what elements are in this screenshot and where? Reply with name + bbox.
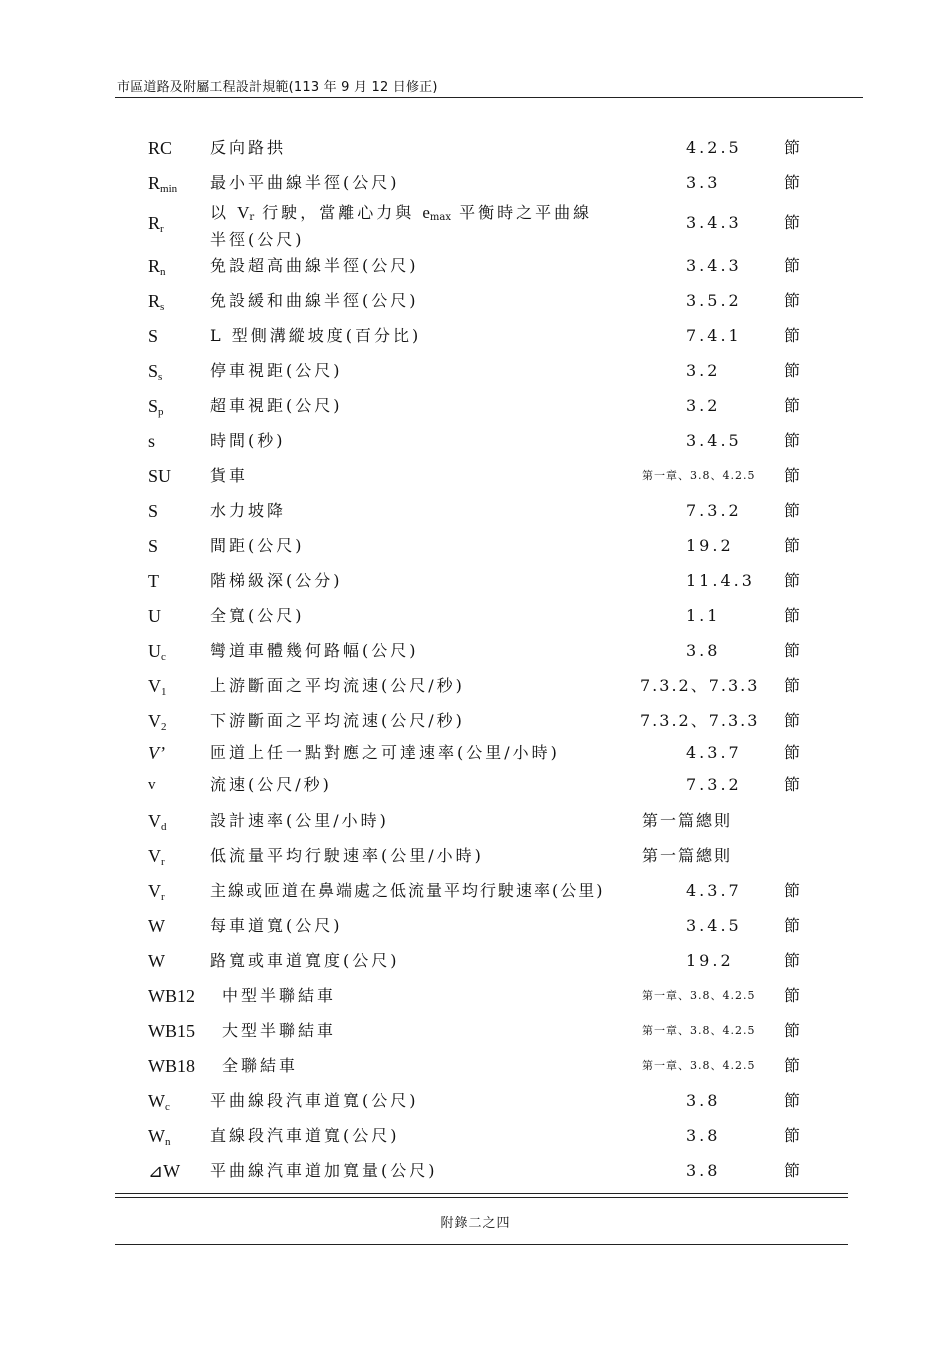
description: 免設緩和曲線半徑(公尺) [210,291,419,310]
symbol: s [148,431,156,451]
description: 時間(秒) [210,431,286,450]
section-ref: 1.1 [686,606,721,625]
description: 匝道上任一點對應之可達速率(公里/小時) [210,743,560,762]
section-unit: 節 [784,173,801,192]
description: 反向路拱 [210,138,287,157]
section-ref: 4.3.7 [686,881,742,900]
symbol: $W_c$ [148,1091,170,1113]
section-ref: 第一章、3.8、4.2.5 [642,1024,756,1037]
section-ref: 3.8 [686,641,721,660]
symbol: $R_{min}$ [148,173,178,195]
symbol-row [0,876,951,906]
section-unit: 節 [784,743,801,762]
description: 彎道車體幾何路幅(公尺) [210,641,419,660]
section-ref: 第一章、3.8、4.2.5 [642,1059,756,1072]
symbol-row [0,356,951,386]
symbol: $U_c$ [148,641,166,663]
symbol: $R_n$ [148,256,166,278]
description: 階梯級深(公分) [210,571,343,590]
symbol-row [0,251,951,281]
symbol-row [0,168,951,198]
section-unit: 節 [784,986,801,1005]
section-unit: 節 [784,571,801,590]
section-unit: 節 [784,775,801,794]
symbol-row [0,461,951,491]
section-ref: 4.2.5 [686,138,742,157]
symbol: $V_r$ [148,881,165,903]
symbol-row [0,426,951,456]
section-unit: 節 [784,916,801,935]
symbol-row [0,738,951,768]
symbol: $W_n$ [148,1126,171,1148]
symbol-row [0,770,951,800]
section-ref: 3.3 [686,173,721,192]
symbol-row [0,1156,951,1186]
section-unit: 節 [784,1161,801,1180]
symbol: $R_s$ [148,291,165,313]
description: 主線或匝道在鼻端處之低流量平均行駛速率(公里) [210,881,605,900]
page-label: 附錄二之四 [440,1216,511,1231]
description: 平曲線段汽車道寬(公尺) [210,1091,419,1110]
section-unit: 節 [784,256,801,275]
section-ref: 4.3.7 [686,743,742,762]
symbol-row [0,321,951,351]
section-ref: 19.2 [686,951,734,970]
symbol: SU [148,466,172,486]
section-unit: 節 [784,138,801,157]
section-unit: 節 [784,1091,801,1110]
symbol: v [148,777,156,793]
description: 全聯結車 [222,1056,299,1075]
section-unit: 節 [784,431,801,450]
header-rule [115,97,863,98]
symbol-row [0,203,951,249]
description: 水力坡降 [210,501,287,520]
description: 上游斷面之平均流速(公尺/秒) [210,676,465,695]
symbol-row [0,1051,951,1081]
section-ref: 第一章、3.8、4.2.5 [642,989,756,1002]
section-unit: 節 [784,606,801,625]
running-header: 市區道路及附屬工程設計規範(113 年 9 月 12 日修正) [117,80,438,95]
symbol: $R_r$ [148,213,164,235]
section-unit: 節 [784,1021,801,1040]
section-unit: 節 [784,641,801,660]
section-ref: 第一篇總則 [642,811,733,830]
symbol-row [0,946,951,976]
symbol: W [148,916,165,936]
symbol-row [0,706,951,736]
section-unit: 節 [784,881,801,900]
symbol-row [0,391,951,421]
section-ref: 3.8 [686,1091,721,1110]
symbol-row [0,911,951,941]
description: 中型半聯結車 [222,986,337,1005]
symbol-row [0,566,951,596]
section-ref: 7.4.1 [686,326,742,345]
symbol-row [0,806,951,836]
symbol-row [0,531,951,561]
description: 間距(公尺) [210,536,305,555]
symbol-row [0,1016,951,1046]
section-unit: 節 [784,361,801,380]
description: 流速(公尺/秒) [210,775,332,794]
section-ref: 3.5.2 [686,291,742,310]
section-unit: 節 [784,676,801,695]
symbol-row [0,133,951,163]
section-ref: 3.4.5 [686,431,742,450]
section-ref: 7.3.2 [686,501,742,520]
symbol: $V_d$ [148,811,167,833]
section-ref: 11.4.3 [686,571,755,590]
section-ref: 3.4.5 [686,916,742,935]
footer-rule-top-double [115,1197,848,1198]
symbol: S [148,501,159,521]
section-ref: 3.8 [686,1161,721,1180]
section-ref: 第一篇總則 [642,846,733,865]
symbol: WB15 [148,1021,195,1041]
description: 全寬(公尺) [210,606,305,625]
symbol: WB18 [148,1056,195,1076]
section-unit: 節 [784,466,801,485]
symbol: U [148,606,161,626]
description: 每車道寬(公尺) [210,916,343,935]
description: 下游斷面之平均流速(公尺/秒) [210,711,465,730]
section-unit: 節 [784,326,801,345]
section-ref: 3.8 [686,1126,721,1145]
symbol-row [0,1121,951,1151]
description: 平曲線汽車道加寬量(公尺) [210,1161,438,1180]
symbol: ⊿W [148,1161,181,1181]
symbol: T [148,571,159,591]
section-ref: 19.2 [686,536,734,555]
symbol-row [0,841,951,871]
symbol-row [0,671,951,701]
symbol: W [148,951,165,971]
description: 免設超高曲線半徑(公尺) [210,256,419,275]
symbol-row [0,636,951,666]
section-ref: 3.4.3 [686,256,742,275]
section-unit: 節 [784,951,801,970]
section-unit: 節 [784,1126,801,1145]
description: 停車視距(公尺) [210,361,343,380]
footer-rule-bottom [115,1244,848,1245]
symbol: S [148,326,159,346]
description: 低流量平均行駛速率(公里/小時) [210,846,484,865]
description: 超車視距(公尺) [210,396,343,415]
symbol-row [0,496,951,526]
symbol: $S_p$ [148,396,164,418]
symbol: $S_s$ [148,361,163,383]
description: 直線段汽車道寬(公尺) [210,1126,400,1145]
symbol: S [148,536,159,556]
symbol: $V_r$ [148,846,165,868]
symbol-row [0,601,951,631]
symbol: $V_2$ [148,711,167,733]
section-unit: 節 [784,501,801,520]
section-unit: 節 [784,536,801,555]
section-ref: 3.2 [686,396,721,415]
symbol: $V_1$ [148,676,167,698]
symbol-row [0,1086,951,1116]
section-ref: 7.3.2、7.3.3 [640,711,760,730]
section-unit: 節 [784,711,801,730]
symbol-row [0,286,951,316]
symbol: WB12 [148,986,195,1006]
description: 以 $V_r$ 行駛，當離心力與 $e_{max}$ 平衡時之平曲線 半徑(公尺) [210,203,593,249]
description: 路寬或車道寬度(公尺) [210,951,400,970]
description: 貨車 [210,466,249,485]
description: 大型半聯結車 [222,1021,337,1040]
description: 最小平曲線半徑(公尺) [210,173,400,192]
description: 設計速率(公里/小時) [210,811,389,830]
section-unit: 節 [784,396,801,415]
symbol: RC [148,138,173,158]
section-unit: 節 [784,1056,801,1075]
symbol: V’ [148,743,165,763]
section-ref: 7.3.2 [686,775,742,794]
section-ref: 3.2 [686,361,721,380]
section-ref: 第一章、3.8、4.2.5 [642,469,756,482]
section-unit: 節 [784,213,801,232]
section-ref: 3.4.3 [686,213,742,232]
section-ref: 7.3.2、7.3.3 [640,676,760,695]
section-unit: 節 [784,291,801,310]
description: L 型側溝縱坡度(百分比) [210,326,422,345]
footer-rule-top [115,1193,848,1194]
symbol-row [0,981,951,1011]
